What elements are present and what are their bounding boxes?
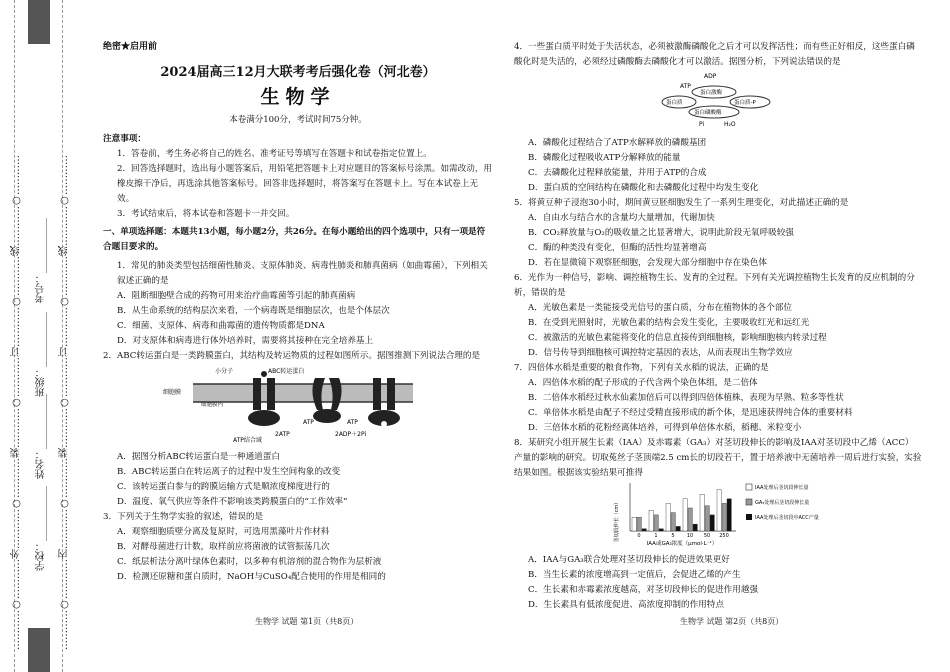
bar-ga3 [722, 503, 726, 531]
section-heading: 一、单项选择题：本题共13小题，每小题2分，共26分。在每小题给出的四个选项中，只有一项是符合题目要求的。 [103, 227, 486, 252]
q3-option: C．纸层析法分离叶绿体色素时，以多种有机溶剂的混合物作为层析液 [117, 557, 382, 567]
q6-option: A．光敏色素是一类能接受光信号的蛋白质，分布在植物体的各个部位 [528, 303, 793, 313]
chart-ylabel: 茎切段伸长（cm） [614, 499, 620, 543]
q2-option: A．据图分析ABC转运蛋白是一种通道蛋白 [117, 452, 280, 462]
bar-ga3 [705, 506, 709, 531]
question-2: 2．ABC转运蛋白是一类跨膜蛋白，其结构及转运物质的过程如图所示。据图推测下列说法合理的是 [103, 351, 481, 361]
x-tick-label: 5 [671, 533, 675, 539]
q8-option: C．生长素和赤霉素浓度越高，对茎切段伸长的促进作用越强 [528, 585, 759, 595]
name-field: 姓名：___________ [36, 394, 47, 479]
q7-option: B．二倍体水稻经过秋水仙素加倍后可以得到四倍体植株，表现为早熟、粒多等性状 [528, 393, 844, 403]
legend-iaa: IAA处理后茎切段伸长量 [755, 485, 809, 491]
fig-label-membrane: 细胞膜 [163, 389, 182, 396]
fig-label-2atp: 2ATP [275, 431, 290, 438]
q3-option: A．观察细胞质壁分离及复原时，可选用黑藻叶片作材料 [117, 527, 330, 537]
fig-label-p-protein: 蛋白质-P [734, 100, 756, 106]
q1-option: C．细菌、支原体、病毒和曲霉菌的遗传物质都是DNA [117, 321, 325, 331]
bar-acc [693, 524, 697, 531]
q4-option: B．磷酸化过程吸收ATP分解释放的能量 [528, 153, 681, 163]
bar-iaa [717, 490, 721, 531]
exam-title: 2024届高三12月大联考考后强化卷（河北卷） [160, 65, 436, 80]
bar-acc [642, 529, 646, 531]
fig-label-atp: ATP [680, 83, 691, 90]
x-tick-label: 50 [703, 533, 711, 539]
fig-label-adp: 2ADP＋2Pi [335, 431, 367, 438]
notice-item: 3．考试结束后，将本试卷和答题卡一并交回。 [117, 209, 295, 219]
q2-option: C．该转运蛋白参与的跨膜运输方式是顺浓度梯度进行的 [117, 482, 330, 492]
q5-option: B．CO₂释放量与O₂的吸收量之比显著增大，说明此阶段无氧呼吸较强 [528, 228, 794, 238]
notice-item: 2．回答选择题时，选出每小题答案后，用铅笔把答题卡上对应题目的答案标号涂黑。如需改动，用橡皮擦干净后，再选涂其他答案标号。回答非选择题时，将答案写在答题卡上。写在本试卷上无效。 [117, 164, 493, 204]
abc-transporter-figure [103, 364, 493, 444]
q7-option: C．单倍体水稻是由配子不经过受精直接形成的新个体，是迅速获得纯合体的重要材料 [528, 408, 853, 418]
page-2-footer: 生物学 试题 第2页（共8页） [680, 617, 784, 626]
page-1-column [103, 40, 493, 585]
legend-swatch-acc [746, 514, 752, 520]
q4-option: A．磷酸化过程结合了ATP水解释放的磷酸基团 [528, 138, 707, 148]
bar-iaa [632, 517, 636, 531]
bar-acc [659, 529, 663, 531]
q2-option: B．ABC转运蛋白在转运离子的过程中发生空间构象的改变 [117, 467, 341, 477]
score-info: 本卷满分100分，考试时间75分钟。 [229, 115, 367, 125]
legend-swatch-iaa [746, 484, 752, 490]
bar-ga3 [654, 515, 658, 531]
q8-bar-chart [514, 481, 922, 547]
legend-ga3: GA₃处理后茎切段伸长量 [755, 500, 810, 506]
q3-option: B．对酵母菌进行计数，取样前应将菌液的试管振荡几次 [117, 542, 330, 552]
q6-option: B．在受到光照射时，光敏色素的结构会发生变化，主要吸收红光和远红光 [528, 318, 810, 328]
bar-ga3 [671, 513, 675, 531]
bar-ga3 [637, 517, 641, 531]
fig-label-h2o: H₂O [724, 121, 736, 128]
fig-label-phosphatase: 蛋白磷酸酶 [694, 110, 722, 116]
secret-label: 绝密★启用前 [103, 42, 158, 52]
question-8: 8．某研究小组开展生长素（IAA）及赤霉素（GA₃）对茎切段伸长的影响及IAA对茎切段中乙烯（ACC）产量的影响的研究。切取菟丝子茎顶端2.5 cm长的切段若干，置于培养液中无菌培养一周后进行实验，实验结果如图。根据该实验结果可推得 [514, 438, 922, 478]
q5-option: D．若在显微镜下观察胚细胞，会发现大部分细胞中存在染色体 [528, 258, 767, 268]
q8-option: A．IAA与GA₃联合处理对茎切段伸长的促进效果更好 [528, 555, 730, 565]
seal-text-outer: …………○…………外…………○…………装…………○…………订…………○…………线…………○………… [11, 155, 22, 650]
school-field: 学校：___________ [36, 486, 47, 571]
subject-title: 生物学 [260, 86, 336, 108]
phosphorylation-figure [514, 70, 922, 130]
question-5: 5．将黄豆种子浸泡30小时，期间黄豆胚细胞发生了一系列生理变化，对此描述正确的是 [514, 198, 849, 208]
bar-iaa [700, 494, 704, 531]
x-tick-label: 1 [654, 533, 658, 539]
q7-option: A．四倍体水稻的配子形成的子代含两个染色体组，是二倍体 [528, 378, 758, 388]
notice-heading: 注意事项： [103, 134, 146, 144]
fig-label-atp: ATP [303, 419, 314, 426]
question-7: 7．四倍体水稻是重要的粮食作物，下列有关水稻的说法，正确的是 [514, 363, 769, 373]
notice-item: 1．答卷前，考生务必将自己的姓名、准考证号等填写在答题卡和试卷指定位置上。 [117, 149, 432, 159]
q7-option: D．三倍体水稻的花粉经离体培养，可得到单倍体水稻，稻穗、米粒变小 [528, 423, 802, 433]
fig-label-atp-site: ATP结合域 [233, 437, 262, 444]
fig-label-atp: ATP [347, 419, 358, 426]
page-2-column [514, 40, 922, 613]
legend-swatch-ga3 [746, 499, 752, 505]
bar-iaa [683, 499, 687, 531]
q8-option: D．生长素具有低浓度促进、高浓度抑制的作用特点 [528, 600, 724, 610]
bar-acc [727, 499, 731, 531]
question-3: 3．下列关于生物学实验的叙述，错误的是 [103, 512, 264, 522]
q5-option: A．自由水与结合水的含量均大量增加，代谢加快 [528, 213, 715, 223]
fig-label-inside: 细胞膜内 [201, 402, 224, 408]
bar-acc [676, 526, 680, 531]
q4-option: D．蛋白质的空间结构在磷酸化和去磷酸化过程中均发生变化 [528, 183, 759, 193]
x-tick-label: 10 [686, 533, 694, 539]
q1-option: B．从生命系统的结构层次来看，一个病毒既是细胞层次，也是个体层次 [117, 306, 390, 316]
x-tick-label: 250 [719, 533, 729, 539]
q1-option: A．阻断细胞壁合成的药物可用来治疗曲霉菌等引起的肺真菌病 [117, 291, 356, 301]
question-1: 1．常见的肺炎类型包括细菌性肺炎、支原体肺炎、病毒性肺炎和肺真菌病（如曲霉菌），下列相关叙述正确的是 [117, 261, 488, 286]
q5-option: C．酶的种类没有变化，但酶的活性均显著增高 [528, 243, 707, 253]
fig-label-adp: ADP [704, 73, 717, 80]
q2-option: D．温度、氧气供应等条件不影响该类跨膜蛋白的“工作效率” [117, 497, 348, 507]
question-6: 6．光作为一种信号，影响、调控植物生长、发育的全过程。下列有关光调控植物生长发育的反应机制的分析，错误的是 [514, 273, 915, 298]
bar-iaa [666, 503, 670, 531]
bar-acc [710, 515, 714, 531]
binding-bar-top [28, 0, 50, 44]
q1-option: D．对支原体和病毒进行体外培养时，需要将其接种在完全培养基上 [117, 336, 374, 346]
chart-xlabel: IAA或GA₃浓度（μmol·L⁻¹） [646, 541, 718, 547]
bar-iaa [649, 510, 653, 531]
q6-option: C．被激活的光敏色素能将变化的信息直接传到细胞核，影响细胞核内转录过程 [528, 333, 827, 343]
binding-strip [0, 0, 96, 672]
q3-option: D．检测还原糖和蛋白质时，NaOH与CuSO₄配合使用的作用是相同的 [117, 572, 386, 582]
fig-label-abc: ABC转运蛋白 [268, 368, 305, 375]
seal-text-inner: …………○…………内…………○…………装…………○…………订…………○…………线…………○………… [59, 155, 70, 650]
q4-option: C．去磷酸化过程释放能量，并用于ATP的合成 [528, 168, 707, 178]
fig-label-small-molecule: 小分子 [215, 368, 234, 375]
question-4: 4．一些蛋白质平时处于失活状态，必须被激酶磷酸化之后才可以发挥活性；而有些正好相反，这些蛋白磷酸化时是失活的，必须经过磷酸酶去磷酸化才可以激活。据图分析，下列说法错误的是 [514, 42, 915, 67]
bar-ga3 [688, 508, 692, 531]
binding-bar-bottom [28, 628, 50, 672]
fig-label-kinase: 蛋白激酶 [700, 90, 723, 96]
fig-label-protein: 蛋白质 [666, 100, 683, 106]
exam-number-field: 考号：___________ [36, 218, 47, 303]
x-tick-label: 0 [637, 533, 641, 539]
legend-acc: IAA处理后茎切段中ACC产量 [755, 515, 819, 521]
q6-option: D．信号传导到细胞核可调控特定基因的表达，从而表现出生物学效应 [528, 348, 793, 358]
fig-label-pi: Pi [699, 121, 705, 128]
class-field: 班级：___________ [36, 312, 47, 397]
page-1-footer: 生物学 试题 第1页（共8页） [255, 617, 359, 626]
q8-option: B．当生长素的浓度增高到一定值后，会促进乙烯的产生 [528, 570, 741, 580]
